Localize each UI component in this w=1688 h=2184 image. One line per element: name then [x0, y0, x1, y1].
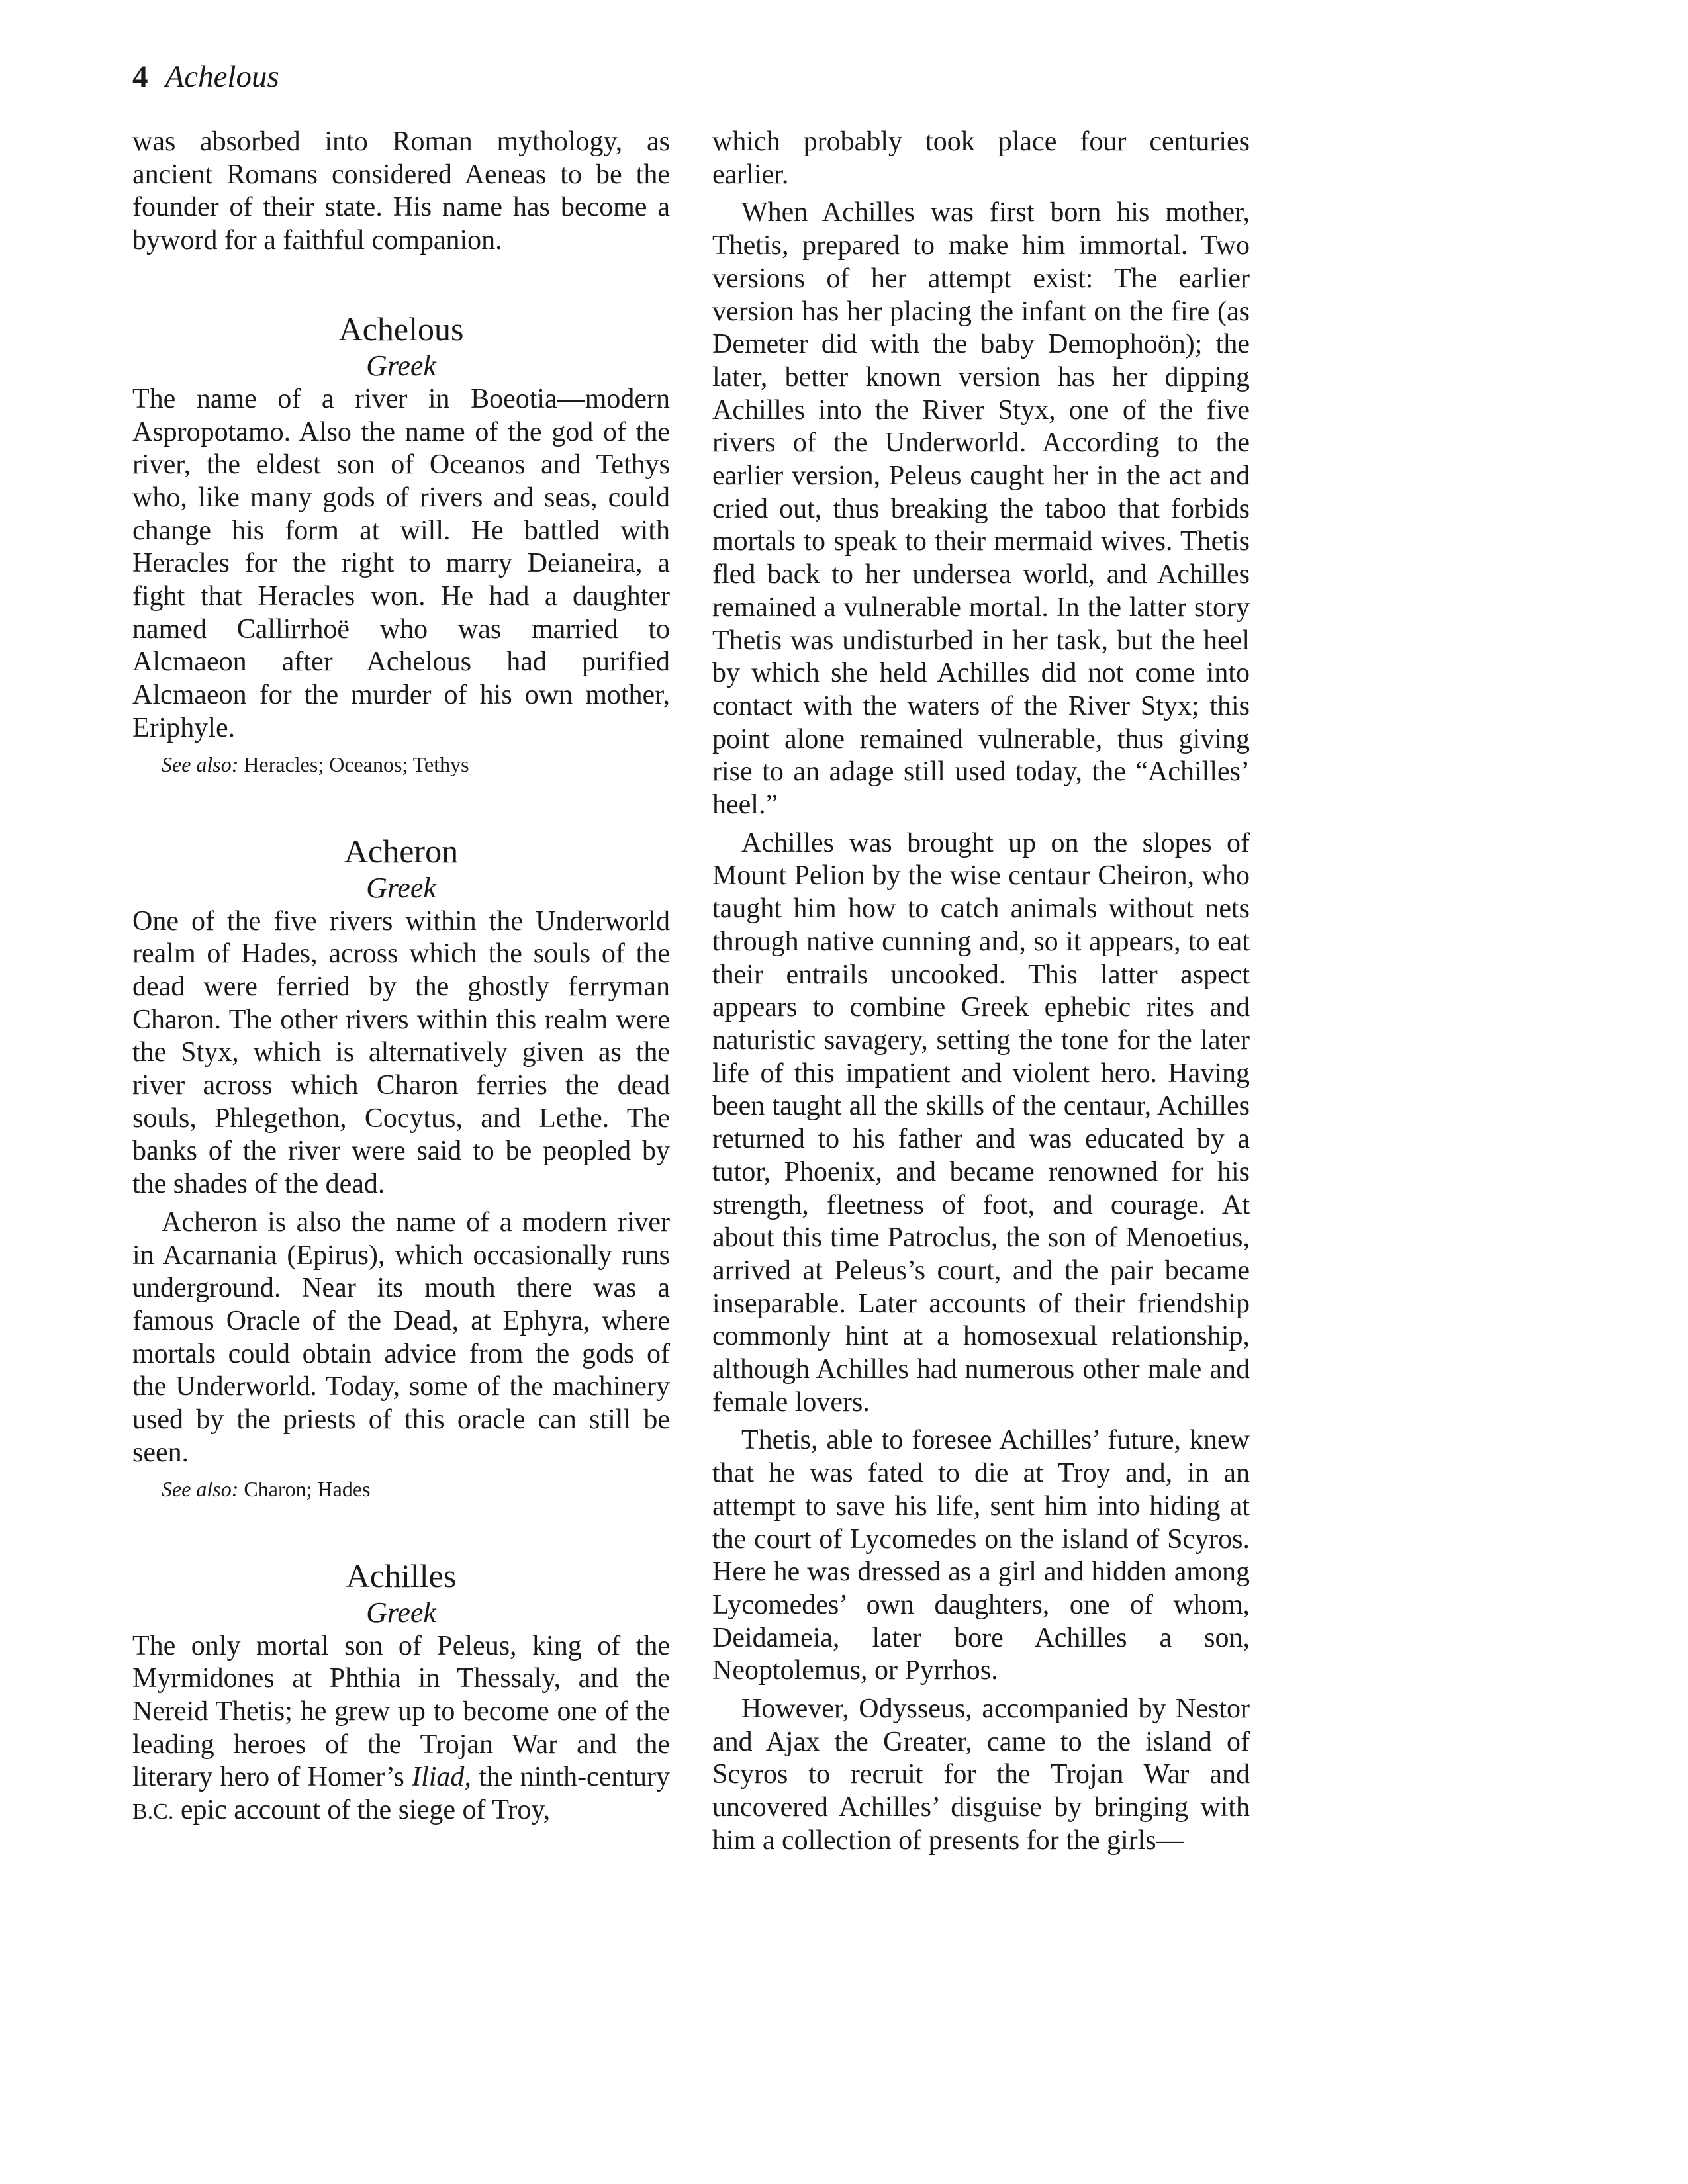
entry-origin-achelous: Greek: [366, 349, 436, 382]
continuation-paragraph: which probably took place four centuries earlier.: [712, 126, 1250, 190]
achilles-paragraph-2: Achilles was brought up on the slopes of Mount Pelion by the wise centaur Cheiron, who taught him how to catch animals without nets through native cunning and, so it appears, to eat their entrails uncooked. This latter aspect appears to combine Greek ephebic rites and naturistic savagery, setting the tone for the later life of this impatient and violent hero. Having been taught all the skills of the centaur, Achilles returned to his father and was educated by a tutor, Phoenix, and became renowned for his strength, fleetness of foot, and courage. At about this time Patroclus, the son of Menoetius, arrived at Peleus’s court, and the pair became inseparable. Later accounts of their friendship commonly hint at a homosexual relationship, although Achilles had numerous other male and female lovers.: [712, 827, 1250, 1418]
right-column: [712, 126, 1250, 1858]
achilles-body-mid: the ninth-century: [471, 1762, 671, 1793]
see-also-refs: Charon; Hades: [244, 1477, 371, 1501]
running-head: [132, 57, 279, 97]
see-also-label: See also:: [162, 752, 239, 776]
see-also-label: See also:: [162, 1477, 239, 1501]
entry-origin-acheron: Greek: [366, 871, 436, 904]
acheron-body-1: One of the five rivers within the Underworld realm of Hades, across which the souls of the dead were ferried by the ghostly ferryman Charon. The other rivers within this realm were the Styx, which is alternatively given as the river across which Charon ferries the dead souls, Phlegethon, Cocytus, and Lethe. The banks of the river were said to be peopled by the shades of the dead.: [132, 905, 670, 1200]
running-title: Achelous: [165, 60, 279, 94]
work-title-iliad: Iliad,: [412, 1762, 471, 1793]
see-also-acheron: [162, 1474, 670, 1504]
era-abbreviation: B.C.: [132, 1799, 174, 1825]
entry-title-achilles: Achilles: [346, 1557, 457, 1594]
see-also-refs: Heracles; Oceanos; Tethys: [244, 752, 469, 776]
entry-origin-achilles: Greek: [366, 1596, 436, 1629]
see-also-achelous: [162, 749, 670, 780]
page-number: 4: [132, 60, 148, 94]
achelous-body: The name of a river in Boeotia—modern Aspropotamo. Also the name of the god of the river, the eldest son of Oceanos and Tethys who, like many gods of rivers and seas, could change his form at will. He battled with Heracles for the right to marry Deianeira, a fight that Heracles won. He had a daughter named Callirrhoë who was married to Alcmaeon after Achelous had purified Alcmaeon for the murder of his own mother, Eriphyle.: [132, 383, 670, 743]
achilles-body: [132, 1630, 670, 1829]
achilles-paragraph-4: However, Odysseus, accompanied by Nestor and Ajax the Greater, came to the island of Scyros to recruit for the Trojan War and uncovered Achilles’ disguise by bringing with him a collection of presents for the girls—: [712, 1694, 1250, 1856]
left-column: [132, 126, 670, 1829]
entry-title-achelous: Achelous: [338, 310, 464, 347]
continuation-paragraph: was absorbed into Roman mythology, as ancient Romans considered Aeneas to be the founder of their state. His name has become a byword for a faithful companion.: [132, 126, 670, 256]
achilles-body-start: The only mortal son of Peleus, king of the Myrmidones at Phthia in Thessaly, and the Nereid Thetis; he grew up to become one of the leading heroes of the Trojan War and the literary hero of Homer’s: [132, 1630, 670, 1793]
achilles-paragraph-1: When Achilles was first born his mother, Thetis, prepared to make him immortal. Two versions of her attempt exist: The earlier version has her placing the infant on the fire (as Demeter did with the baby Demophoön); the later, better known version has her dipping Achilles into the River Styx, one of the five rivers of the Underworld. According to the earlier version, Peleus caught her in the act and cried out, thus breaking the taboo that forbids mortals to speak to their mermaid wives. Thetis fled back to her undersea world, and Achilles remained a vulnerable mortal. In the latter story Thetis was undisturbed in her task, but the heel by which she held Achilles did not come into contact with the waters of the River Styx; this point alone remained vulnerable, thus giving rise to an adage still used today, the “Achilles’ heel.”: [712, 197, 1250, 821]
achilles-body-end: epic account of the siege of Troy,: [173, 1795, 551, 1826]
entry-title-acheron: Acheron: [344, 832, 459, 870]
acheron-body-2: Acheron is also the name of a modern river in Acarnania (Epirus), which occasionally runs underground. Near its mouth there was a famous Oracle of the Dead, at Ephyra, where mortals could obtain advice from the gods of the Underworld. Today, some of the machinery used by the priests of this oracle can still be seen.: [132, 1206, 670, 1468]
achilles-paragraph-3: Thetis, able to foresee Achilles’ future, knew that he was fated to die at Troy and, in an attempt to save his life, sent him into hiding at the court of Lycomedes on the island of Scyros. Here he was dressed as a girl and hidden among Lycomedes’ own daughters, one of whom, Deidameia, later bore Achilles a son, Neoptolemus, or Pyrrhos.: [712, 1425, 1250, 1686]
